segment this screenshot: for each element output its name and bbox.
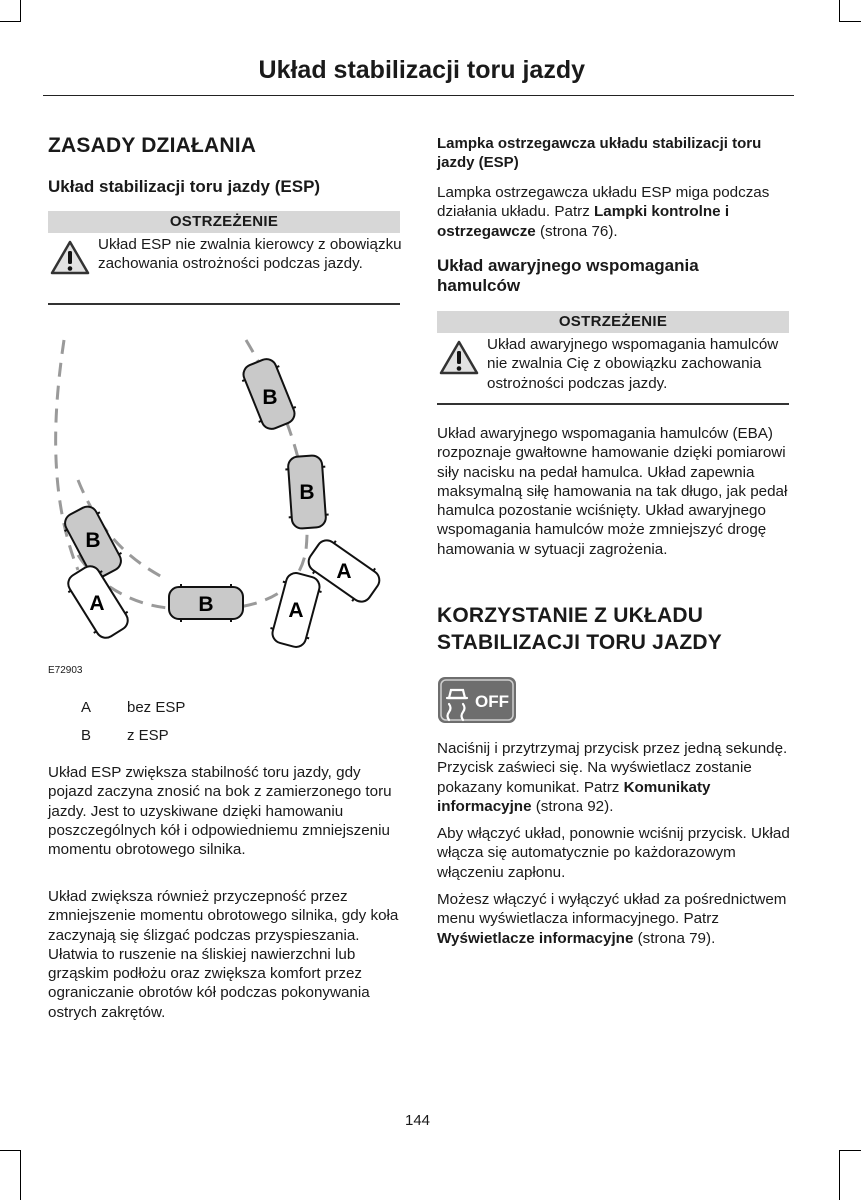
warning-box: [48, 211, 400, 303]
car-label: A: [336, 560, 352, 583]
car-label: A: [288, 599, 304, 622]
warning-triangle-icon: [439, 340, 479, 376]
legend-key-a: A: [81, 699, 92, 716]
page-title: Układ stabilizacji toru jazdy: [258, 56, 585, 84]
crop-mark: [839, 0, 840, 22]
warning-divider: [48, 303, 400, 305]
lamp-paragraph: Lampka ostrzegawcza układu ESP miga podczas działania układu. Patrz Lampki kontrolne i ostrzegawcze (strona 76).: [437, 184, 770, 240]
lamp-title: Lampka ostrzegawcza układu stabilizacji toru jazdy (ESP): [437, 135, 762, 171]
esp-off-button-icon: [437, 676, 517, 724]
warning-triangle-icon: [50, 240, 90, 276]
car-label: B: [262, 386, 278, 409]
crop-mark: [840, 1150, 861, 1151]
crop-mark: [20, 0, 21, 22]
off-button-label: OFF: [475, 692, 509, 711]
legend-value-b: z ESP: [127, 727, 169, 744]
link-wyswietlacze: Wyświetlacze informacyjne: [437, 929, 634, 947]
esp-paragraph-1: Układ ESP zwiększa stabilność toru jazdy, gdy pojazd zaczyna znosić na bok z zamierzonego toru jazdy. Jest to uzyskiwane dzięki hamowaniu poszczególnych kół i odpowiedniemu zmniejszeniu momentu obrotowego silnika.: [48, 764, 392, 859]
subsection-title: Układ stabilizacji toru jazdy (ESP): [48, 177, 321, 196]
legend-value-a: bez ESP: [127, 699, 186, 716]
page-number: 144: [405, 1112, 431, 1129]
title-divider: [43, 95, 794, 96]
eba-paragraph: Układ awaryjnego wspomagania hamulców (EBA) rozpoznaje gwałtowne hamowanie dzięki pomiarowi siły nacisku na pedał hamulca. Układ zapewnia maksymalną siłę hamowania na tak długo, jak pedał hamulca pozostanie wciśnięty. Układ awaryjnego wspomagania hamulców może zmniejszyć drogę hamowania w sytuacji zagrożenia.: [437, 425, 788, 558]
usage-paragraph-3: Możesz włączyć i wyłączyć układ za pośrednictwem menu wyświetlacza informacyjnego. Patrz Wyświetlacze informacyjne (strona 79).: [437, 891, 787, 947]
eba-warning-box: [437, 311, 789, 403]
warning-text: Układ awaryjnego wspomagania hamulców nie zwalnia Cię z obowiązku zachowania ostrożności podczas jazdy.: [487, 336, 779, 392]
warning-label: OSTRZEŻENIE: [48, 211, 400, 233]
eba-title: Układ awaryjnego wspomagania hamulców: [437, 256, 699, 295]
crop-mark: [839, 1150, 840, 1200]
crop-mark: [0, 1150, 20, 1151]
crop-mark: [0, 21, 20, 22]
car-label: B: [198, 593, 214, 616]
usage-paragraph-2: Aby włączyć układ, ponownie wciśnij przycisk. Układ włącza się automatycznie po każdorazowym włączeniu zapłonu.: [437, 825, 790, 881]
link-lampki: Lampki kontrolne i ostrzegawcze: [437, 203, 730, 240]
figure-code: E72903: [48, 665, 83, 676]
esp-paragraph-2: Układ zwiększa również przyczepność przez zmniejszenie momentu obrotowego silnika, gdy koła zaczynają się ślizgać podczas przyspieszania. Ułatwia to ruszenie na śliskiej nawierzchni lub grząskim podłożu oraz zwiększa komfort przez ograniczanie obrotów kół podczas pokonywania ostrych zakrętów.: [48, 888, 399, 1021]
usage-title: KORZYSTANIE Z UKŁADU STABILIZACJI TORU JAZDY: [437, 604, 723, 654]
crop-mark: [840, 21, 861, 22]
warning-divider: [437, 403, 789, 405]
section-title: ZASADY DZIAŁANIA: [48, 134, 257, 157]
warning-label: OSTRZEŻENIE: [437, 311, 789, 333]
usage-paragraph-1: Naciśnij i przytrzymaj przycisk przez jedną sekundę. Przycisk zaświeci się. Na wyświetlacz zostanie pokazany komunikat. Patrz Komunikaty informacyjne (strona 92).: [437, 740, 788, 815]
car-label: B: [85, 529, 101, 552]
crop-mark: [20, 1150, 21, 1200]
car-label: B: [299, 481, 315, 504]
esp-diagram: [48, 330, 400, 660]
car-label: A: [89, 592, 105, 615]
link-komunikaty: Komunikaty informacyjne: [437, 778, 711, 815]
legend-key-b: B: [81, 727, 92, 744]
warning-text: Układ ESP nie zwalnia kierowcy z obowiązku zachowania ostrożności podczas jazdy.: [98, 236, 402, 273]
